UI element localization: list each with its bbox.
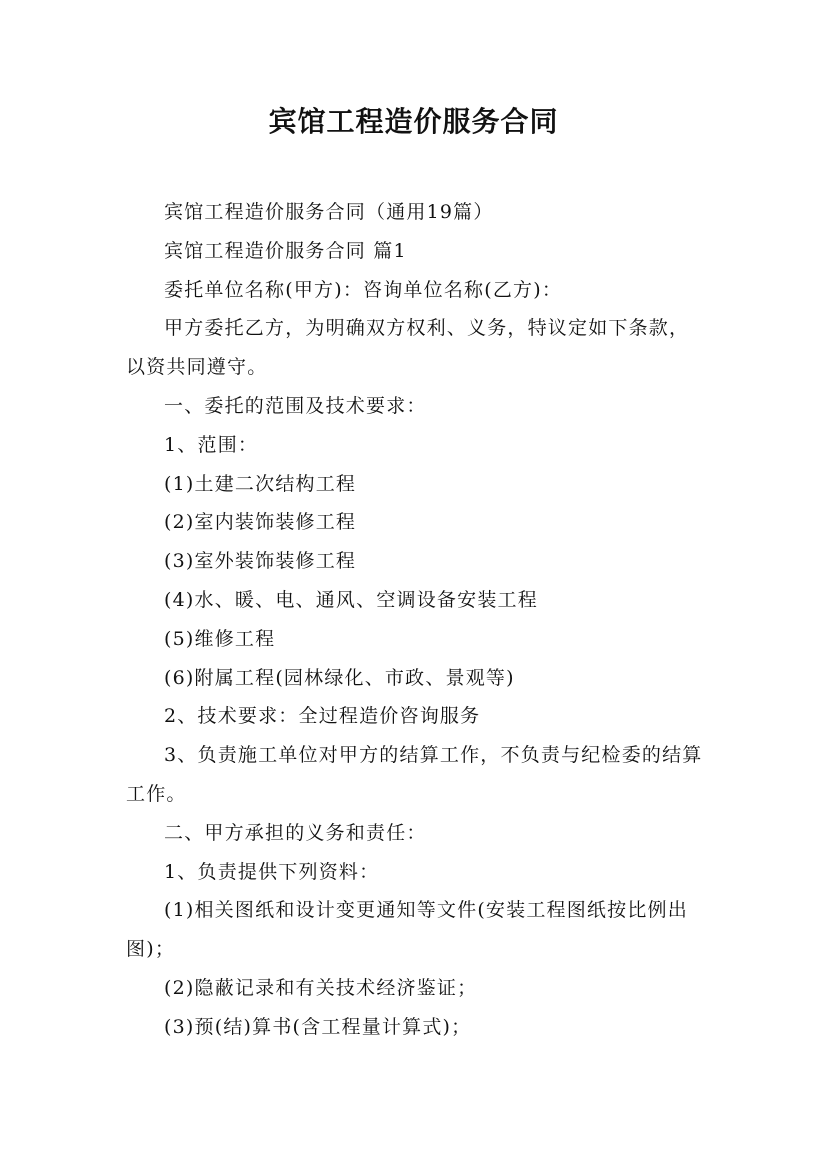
paragraph: 2、技术要求：全过程造价咨询服务	[164, 705, 481, 728]
paragraph: (4)水、暖、电、通风、空调设备安装工程	[164, 588, 538, 611]
paragraph: (1)土建二次结构工程	[164, 472, 357, 495]
paragraph: 委托单位名称(甲方)：咨询单位名称(乙方)：	[164, 278, 563, 301]
paragraph: 1、范围：	[164, 433, 259, 456]
paragraph: (6)附属工程(园林绿化、市政、景观等)	[164, 666, 515, 689]
paragraph: (3)室外装饰装修工程	[164, 550, 357, 573]
paragraph: 宾馆工程造价服务合同 篇1	[164, 239, 407, 262]
paragraph: (3)预(结)算书(含工程量计算式)；	[164, 1015, 472, 1038]
paragraph: 1、负责提供下列资料：	[164, 860, 380, 883]
paragraph: (2)隐蔽记录和有关技术经济鉴证；	[164, 976, 478, 999]
paragraph: (2)室内装饰装修工程	[164, 511, 357, 534]
paragraph: 宾馆工程造价服务合同（通用19篇）	[164, 201, 494, 223]
paragraph: 二、甲方承担的义务和责任：	[164, 821, 427, 844]
paragraph: 甲方委托乙方，为明确双方权利、义务，特议定如下条款，以资共同遵守。	[126, 317, 690, 379]
paragraph: 一、委托的范围及技术要求：	[164, 394, 427, 417]
document-title: 宾馆工程造价服务合同	[268, 105, 559, 138]
paragraph: (1)相关图纸和设计变更通知等文件(安装工程图纸按比例出图)；	[126, 899, 688, 961]
paragraph: (5)维修工程	[164, 627, 276, 650]
document-body	[126, 193, 706, 1047]
paragraph: 3、负责施工单位对甲方的结算工作，不负责与纪检委的结算工作。	[126, 744, 703, 805]
